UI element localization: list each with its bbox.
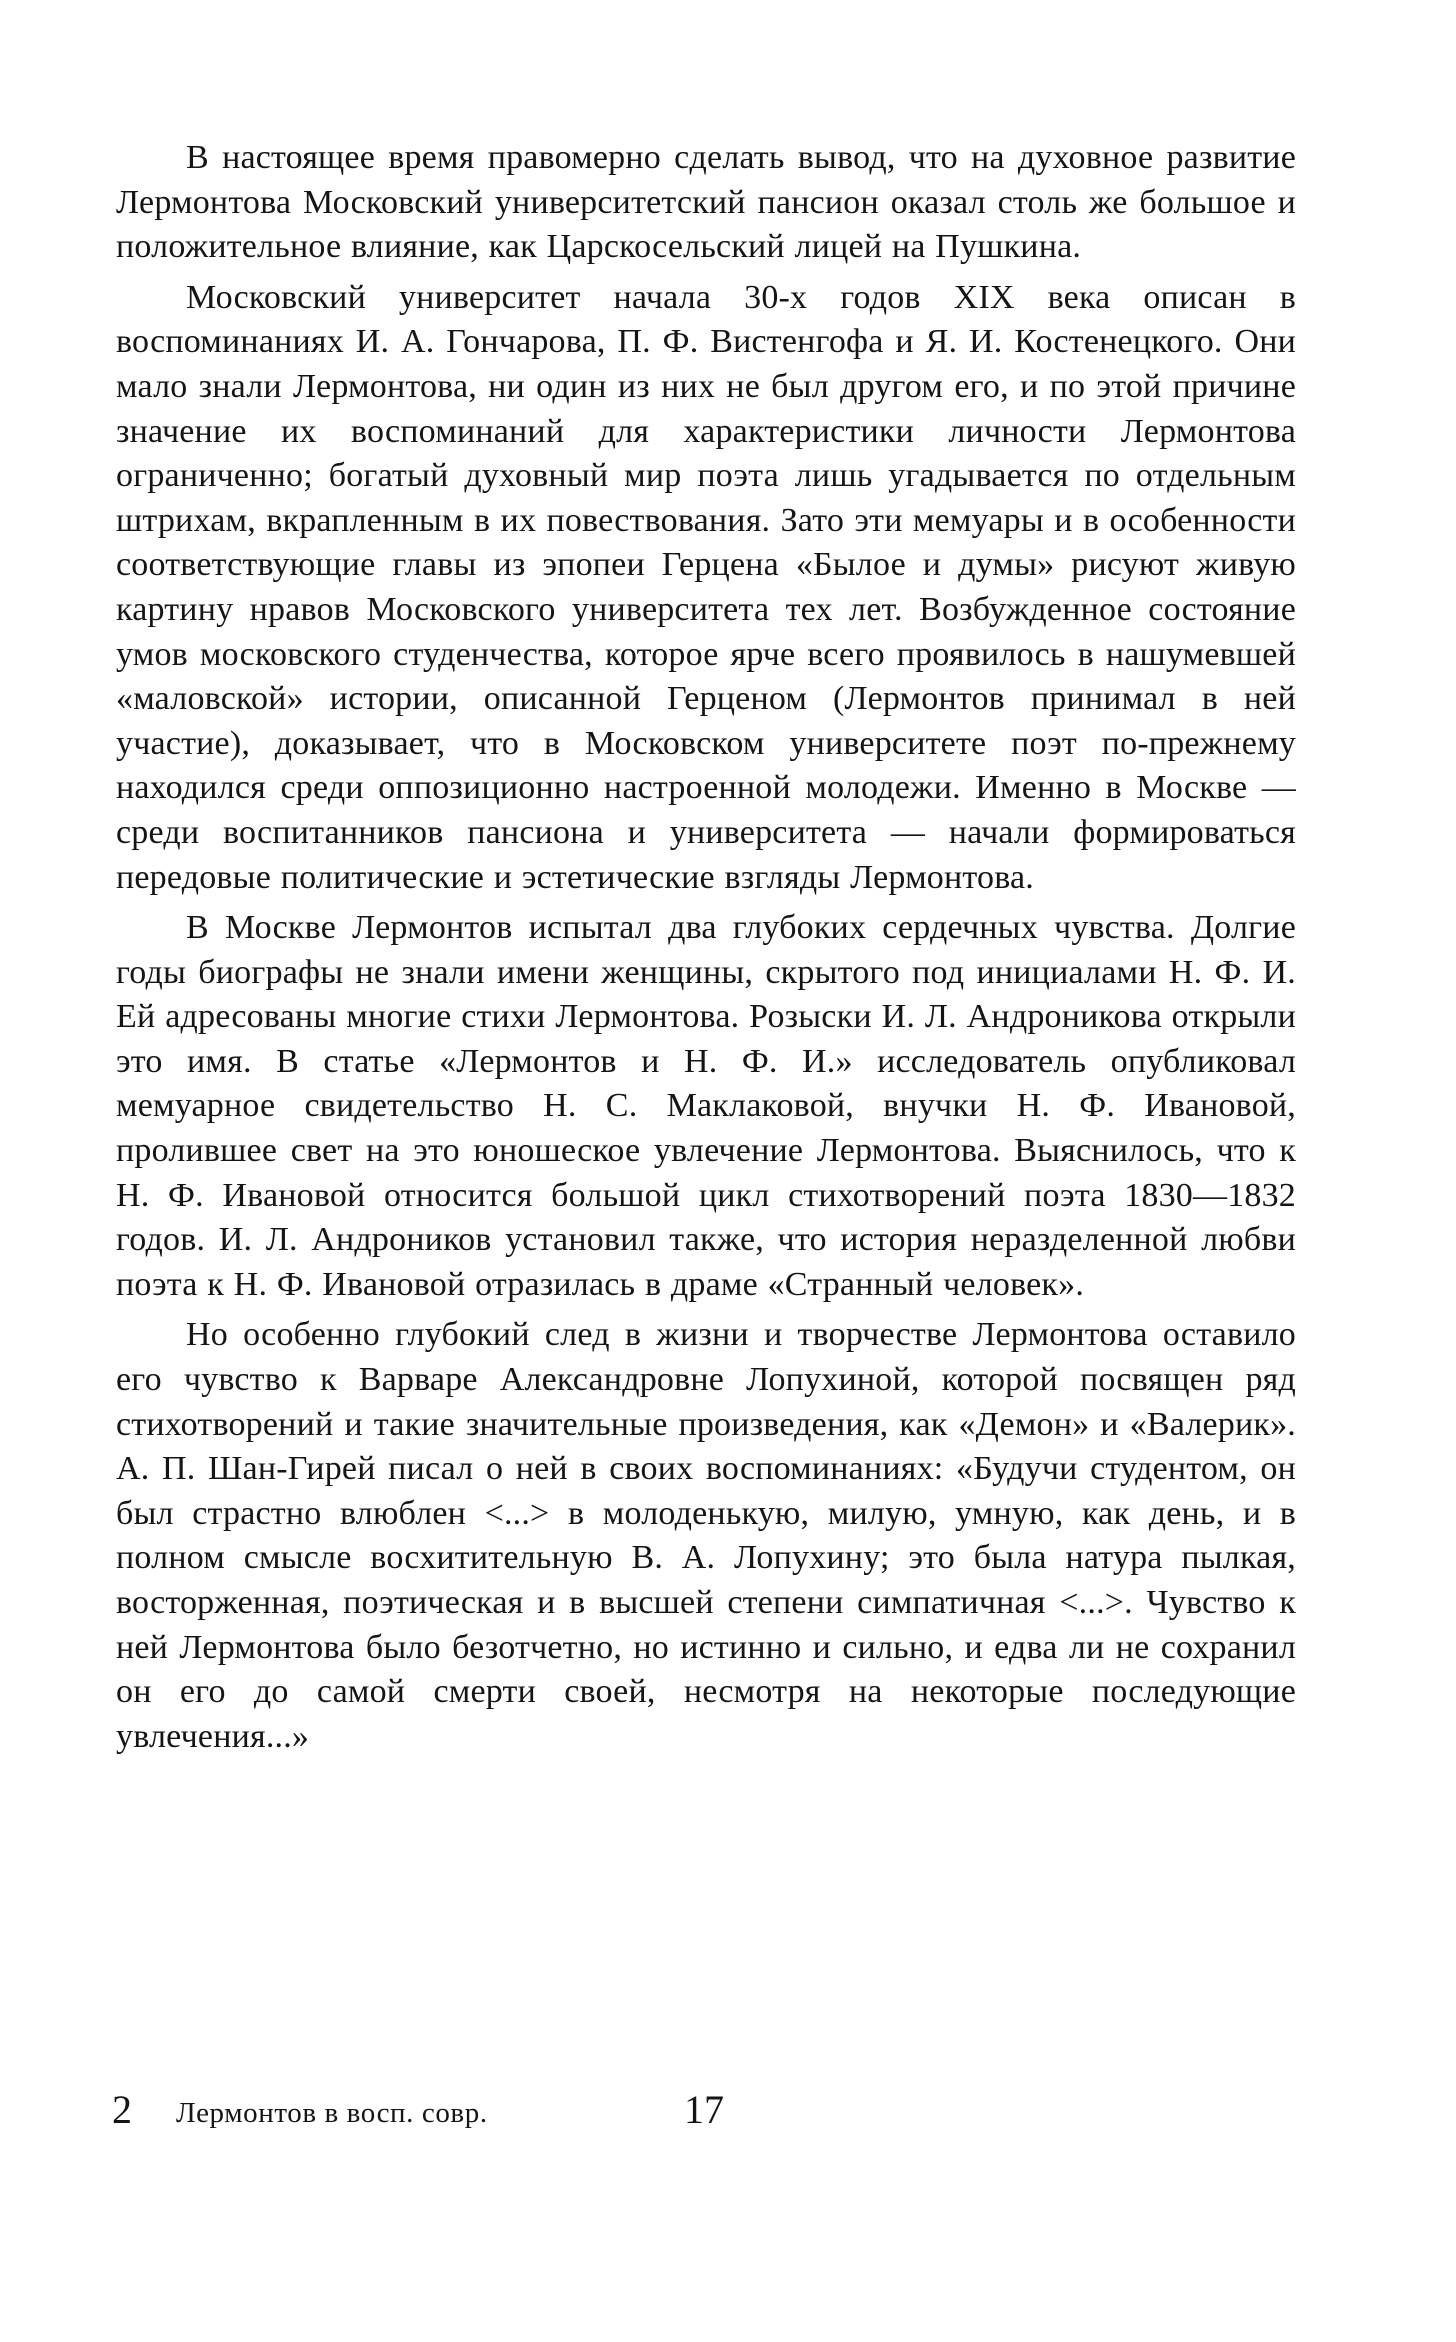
signature-number: 2 (112, 2087, 132, 2132)
paragraph-pension-influence: В настоящее время правомерно сделать вывод, что на духовное развитие Лермонтова Московский университетский пансион оказал столь же большое и положительное влияние, как Царскосельский лицей на Пушкина. (116, 139, 1296, 266)
paragraph-moscow-university: Московский университет начала 30-х годов XIX века описан в воспоминаниях И. А. Гончарова, П. Ф. Вистенгофа и Я. И. Костенецкого. Они мало знали Лермонтова, ни один из них не был другом его, и по этой причине значение их воспоминаний для характеристики личности Лермонтова ограниченно; богатый духовный мир поэта лишь угадывается по отдельным штрихам, вкрапленным в их повествования. Зато эти мемуары и в особенности соответствующие главы из эпопеи Герцена «Былое и думы» рисуют живую картину нравов Московского университета тех лет. Возбужденное состояние умов московского студенчества, которое ярче всего проявилось в нашумевшей «маловской» истории, описанной Герценом (Лермонтов принимал в ней участие), доказывает, что в Московском университете поэт по-прежнему находился среди оппозиционно настроенной молодежи. Именно в Москве — среди воспитанников пансиона и университета — начали формироваться передовые политические и эстетические взгляды Лермонтова. (116, 278, 1296, 896)
paragraph-ivanova: В Москве Лермонтов испытал два глубоких сердечных чувства. Долгие годы биографы не знали имени женщины, скрытого под инициалами Н. Ф. И. Ей адресованы многие стихи Лермонтова. Розыски И. Л. Андроникова открыли это имя. В статье «Лермонтов и Н. Ф. И.» исследователь опубликовал мемуарное свидетельство Н. С. Маклаковой, внучки Н. Ф. Ивановой, пролившее свет на это юношеское увлечение Лермонтова. Выяснилось, что к Н. Ф. Ивановой относится большой цикл стихотворений поэта 1830—1832 годов. И. Л. Андроников установил также, что история неразделенной любви поэта к Н. Ф. Ивановой отразилась в драме «Странный человек». (116, 909, 1296, 1303)
paragraph-lopukhina: Но особенно глубокий след в жизни и творчестве Лермонтова оставило его чувство к Варваре Александровне Лопухиной, которой посвящен ряд стихотворений и такие значительные произведения, как «Демон» и «Валерик». А. П. Шан-Гирей писал о ней в своих воспоминаниях: «Будучи студентом, он был страстно влюблен <...> в молоденькую, милую, умную, как день, и в полном смысле восхитительную В. А. Лопухину; это была натура пылкая, восторженная, поэтическая и в высшей степени симпатичная <...>. Чувство к ней Лермонтова было безотчетно, но истинно и сильно, и едва ли не сохранил он его до самой смерти своей, несмотря на некоторые последующие увлечения...» (116, 1316, 1296, 1755)
page-footer (112, 2088, 1312, 2144)
signature-title: Лермонтов в восп. совр. (176, 2097, 488, 2129)
body-text (116, 136, 1296, 1759)
page-number: 17 (684, 2087, 724, 2132)
